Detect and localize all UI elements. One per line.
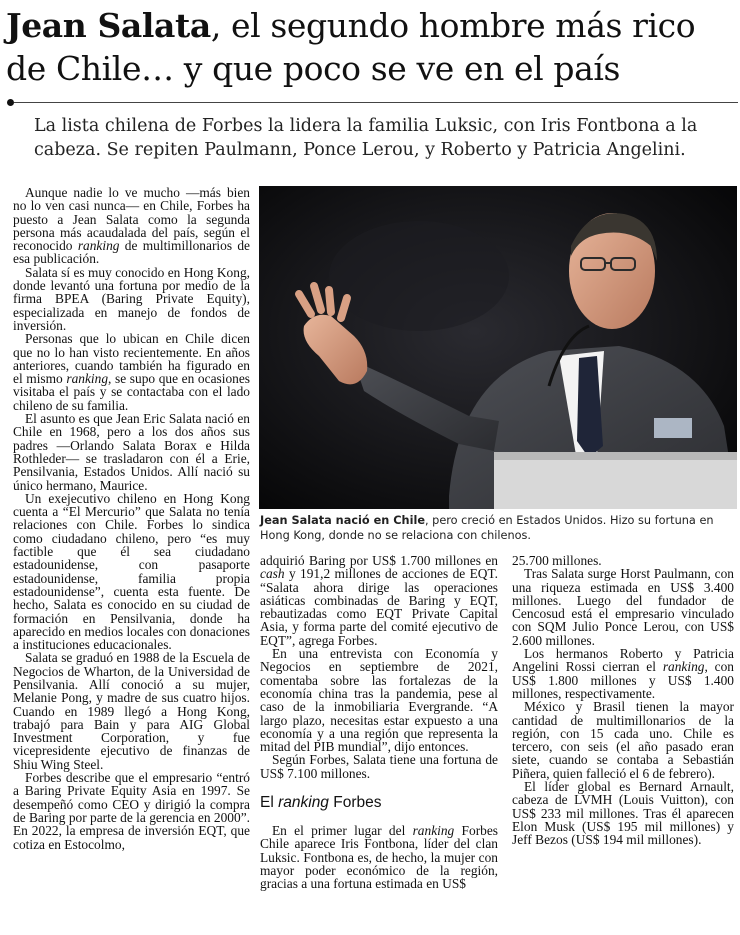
portrait-photo	[259, 186, 737, 509]
column-3	[512, 554, 734, 847]
headline-rest: , el segundo hombre más rico de Chile… y que poco se ve en el país	[6, 6, 696, 88]
col1-paragraph: Personas que lo ubican en Chile dicen que no lo han visto recientemente. En años anteriores, cuando también ha figurado en el mismo ranking, se supo que en ocasiones visitaba el país y se contactaba con el lado chileno de su familia.	[13, 331, 250, 413]
col3-paragraph: El líder global es Bernard Arnault, cabeza de LVMH (Louis Vuitton), con US$ 233 mil millones. Tras él aparecen Elon Musk (US$ 195 mil millones) y Jeff Bezos (US$ 194 mil millones).	[512, 779, 734, 848]
col2-paragraph: En el primer lugar del ranking Forbes Chile aparece Iris Fontbona, líder del clan Luksic. Fontbona es, de hecho, la mujer con mayor poder económico de la región, gracias a una fortuna estimada en US$	[260, 823, 498, 892]
photo-caption: Jean Salata nació en Chile, pero creció en Estados Unidos. Hizo su fortuna en Hong Kong, donde no se relaciona con chilenos.	[260, 514, 714, 542]
headline	[6, 4, 738, 90]
col1-paragraph: Aunque nadie lo ve mucho —más bien no lo ven casi nunca— en Chile, Forbes ha puesto a Jean Salata como la segunda persona más acaudalada del país, según el reconocido ranking de multimillonarios de esa publicación.	[13, 185, 250, 267]
col3-paragraph: 25.700 millones.	[512, 553, 602, 568]
col3-paragraph: México y Brasil tienen la mayor cantidad de multimillonarios de la región, con 15 cada uno. Chile es tercero, con seis (el año pasado eran siete, cuando se contaba a Sebastián Piñera, quien falleció el 6 de febrero).	[512, 699, 734, 781]
bullet-dot	[7, 99, 14, 106]
col2-paragraph: Según Forbes, Salata tiene una fortuna de US$ 7.100 millones.	[260, 752, 498, 781]
col1-paragraph: El asunto es que Jean Eric Salata nació en Chile en 1968, pero a los dos años sus padres —Orlando Salata Borax e Hilda Rothleder— se trasladaron con él a Erie, Pensilvania, Estados Unidos. Allí nació su único hermano, Maurice.	[13, 411, 250, 493]
col1-paragraph: Forbes describe que el empresario “entró a Baring Private Equity Asia en 1997. Se desempeñó como CEO y dirigió la compra de Baring por parte de la gerencia en 2000”. En 2022, la empresa de inversión EQT, que cotiza en Estocolmo,	[13, 770, 250, 852]
col1-paragraph: Salata se graduó en 1988 de la Escuela de Negocios de Wharton, de la Universidad de Pensilvania. Allí conoció a su mujer, Melanie Pong, y madre de sus cuatro hijos. Cuando en 1989 llegó a Hong Kong, trabajó para Bain y para AIG Global Investment Corporation, y fue vicepresidente ejecutivo de finanzas de Shiu Wing Steel.	[13, 650, 250, 772]
col1-paragraph: Un exejecutivo chileno en Hong Kong cuenta a “El Mercurio” que Salata no tenía relaciones con Chile. Forbes lo sindica como ciudadano chileno, pero “es muy factible que él sea ciudadano estadounidense, con pasaporte estadounidense, familia propia estadounidense”, cuenta esta fuente. De hecho, Salata es conocido en su ciudad de formación en Pensilvania, donde ha aparecido en medios locales con donaciones a instituciones educacionales.	[13, 490, 250, 653]
col3-paragraph: Tras Salata surge Horst Paulmann, con una riqueza estimada en US$ 3.400 millones. Luego del fundador de Cencosud está el empresario vinculado con SQM Julio Ponce Lerou, con US$ 2.600 millones.	[512, 566, 734, 648]
subtitle: La lista chilena de Forbes la lidera la familia Luksic, con Iris Fontbona a la cabeza. Se repiten Paulmann, Ponce Lerou, y Roberto y Patricia Angelini.	[34, 116, 698, 160]
divider-rule	[14, 102, 738, 103]
col3-paragraph: Los hermanos Roberto y Patricia Angelini Rossi cierran el ranking, con US$ 1.800 millones y US$ 1.400 millones, respectivamente.	[512, 646, 734, 701]
column-1	[13, 186, 250, 851]
col2-paragraph: adquirió Baring por US$ 1.700 millones en cash y 191,2 millones de acciones de EQT. “Salata ahora dirige las operaciones asiáticas combinadas de Baring y EQT, rebautizadas como EQT Private Capital Asia, y forma parte del comité ejecutivo de EQT”, agrega Forbes.	[260, 553, 498, 648]
portrait-photo-icon	[259, 186, 737, 509]
headline-name: Jean Salata	[6, 6, 211, 45]
column-2	[260, 554, 498, 891]
col2-paragraph: En una entrevista con Economía y Negocios en septiembre de 2021, comentaba sobre las fortalezas de la economía china tras la pandemia, pese al caso de la inmobiliaria Evergrande. “A largo plazo, necesitas estar expuesto a una economía y a una región que representa la mitad del PIB mundial”, dijo entonces.	[260, 646, 498, 755]
section-heading: El ranking Forbes	[260, 794, 382, 812]
col1-paragraph: Salata sí es muy conocido en Hong Kong, donde levantó una fortuna por medio de la firma BPEA (Baring Private Equity), especializada en manejo de fondos de inversión.	[13, 264, 250, 333]
